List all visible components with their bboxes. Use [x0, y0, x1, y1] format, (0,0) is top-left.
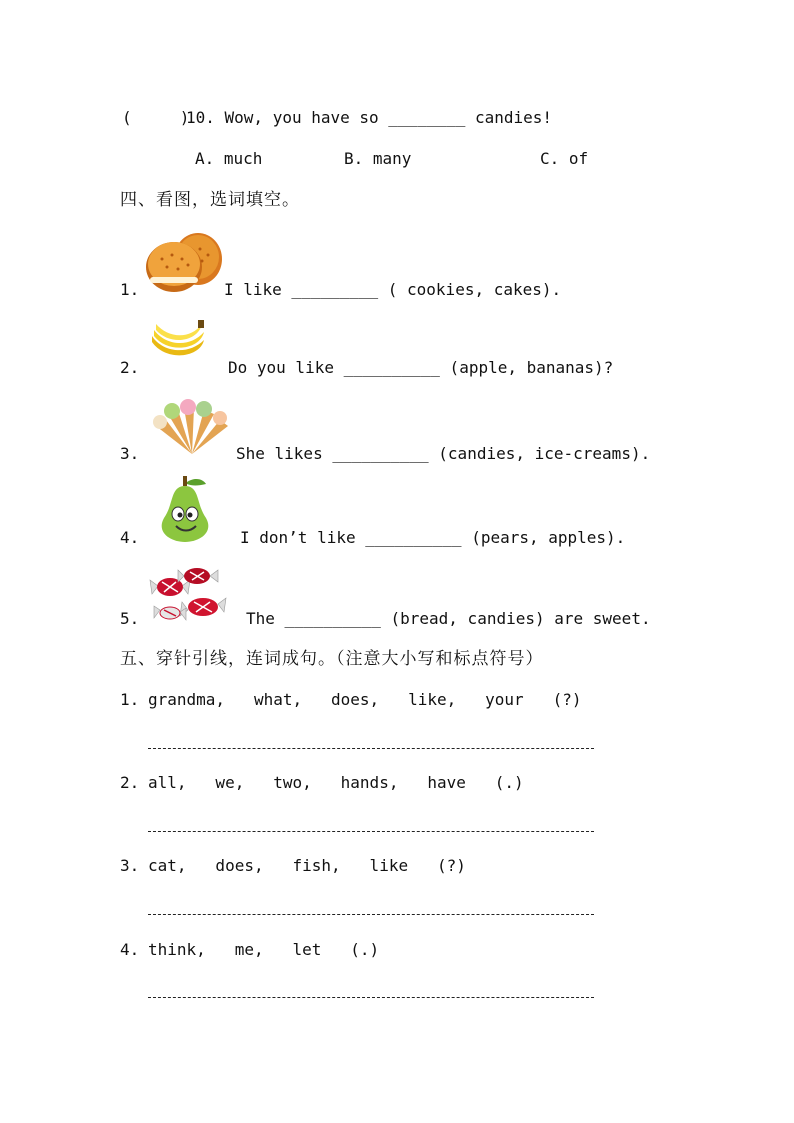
s4-item-2-text: Do you like __________ (apple, bananas)? [228, 358, 614, 377]
s5-item-4-words: think, me, let (.) [148, 940, 380, 959]
pear-image [140, 474, 230, 544]
s5-item-1-answer-line[interactable] [148, 748, 594, 749]
s5-item-4-answer-line[interactable] [148, 997, 594, 998]
s4-item-4-text: I don’t like __________ (pears, apples). [240, 528, 626, 547]
s4-item-3-number: 3. [120, 444, 140, 463]
s4-item-1-text: I like _________ ( cookies, cakes). [224, 280, 562, 299]
option-c: C. of [540, 149, 589, 168]
cookies-image [142, 229, 224, 295]
option-b: B. many [344, 149, 412, 168]
s5-item-4-number: 4. [120, 940, 140, 959]
option-a: A. much [195, 149, 263, 168]
s4-item-4-number: 4. [120, 528, 140, 547]
s5-item-1-number: 1. [120, 690, 140, 709]
s5-item-3-number: 3. [120, 856, 140, 875]
bananas-image [148, 318, 208, 364]
answer-paren: ( ) [122, 108, 190, 127]
candies-image [148, 564, 228, 626]
s4-item-1-number: 1. [120, 280, 140, 299]
s4-item-5-number: 5. [120, 609, 140, 628]
s5-item-2-number: 2. [120, 773, 140, 792]
s4-item-3-text: She likes __________ (candies, ice-creams). [236, 444, 651, 463]
s4-item-2-number: 2. [120, 358, 140, 377]
s5-item-3-words: cat, does, fish, like (?) [148, 856, 466, 875]
question-10-text: 10. Wow, you have so ________ candies! [186, 108, 553, 127]
ice-creams-image [148, 398, 236, 456]
s5-item-2-answer-line[interactable] [148, 831, 594, 832]
s5-item-3-answer-line[interactable] [148, 914, 594, 915]
s4-item-5-text: The __________ (bread, candies) are sweet. [246, 609, 651, 628]
s5-item-2-words: all, we, two, hands, have (.) [148, 773, 524, 792]
section-4-heading: 四、看图，选词填空。 [120, 190, 300, 210]
s5-item-1-words: grandma, what, does, like, your (?) [148, 690, 582, 709]
section-5-heading: 五、穿针引线，连词成句。（注意大小写和标点符号） [120, 649, 544, 669]
